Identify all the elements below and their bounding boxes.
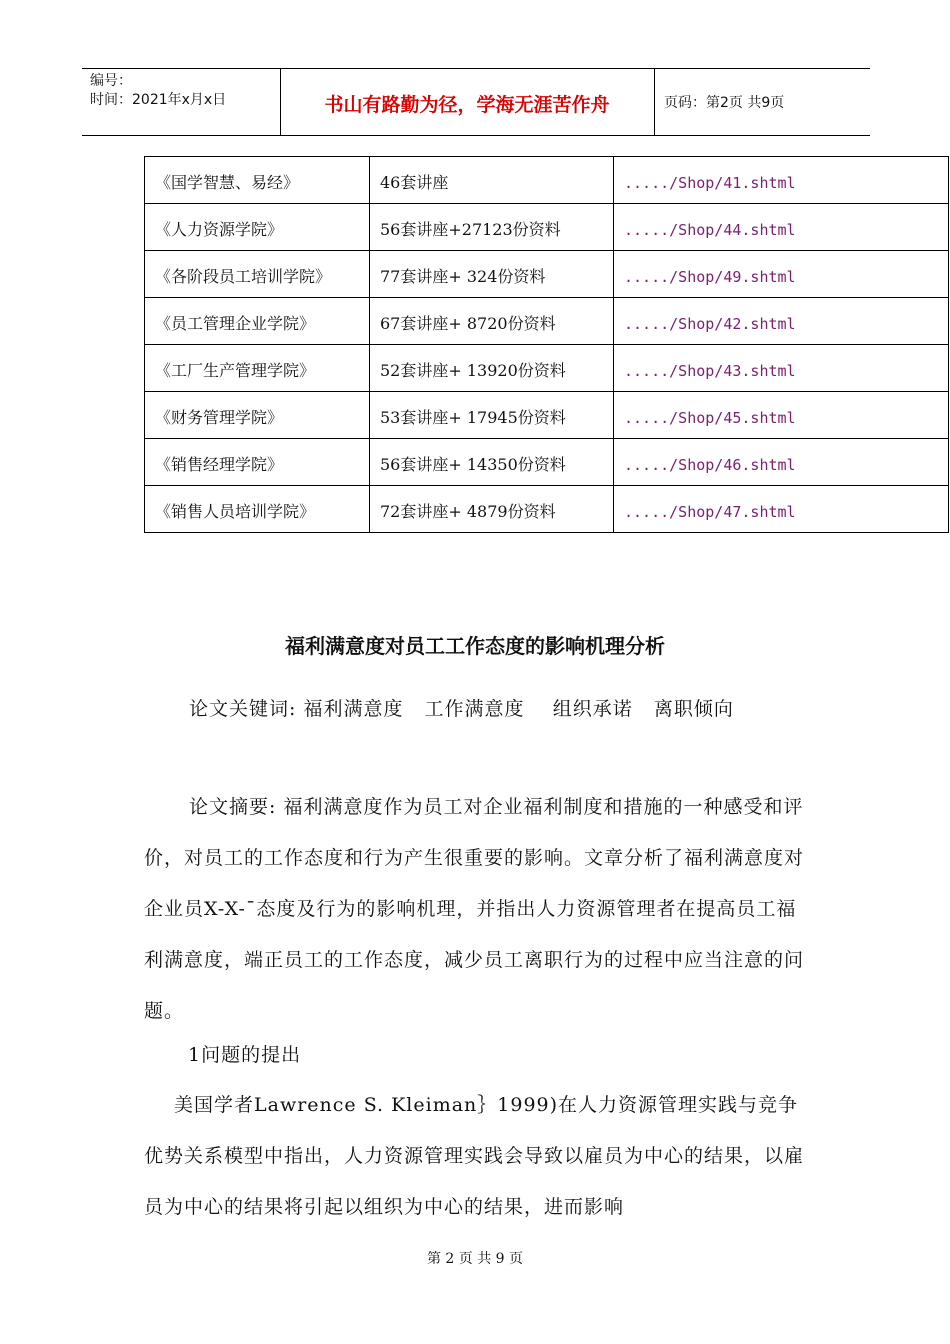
table-row	[145, 345, 949, 392]
course-content-cell: 53套讲座+ 17945份资料	[370, 392, 614, 439]
table-row	[145, 251, 949, 298]
course-link-cell[interactable]	[614, 204, 949, 251]
course-link-cell[interactable]	[614, 345, 949, 392]
page-footer: 第 2 页 共 9 页	[426, 1251, 524, 1267]
course-link[interactable]: ...../Shop/47.shtml	[624, 503, 796, 521]
course-name-cell: 《国学智慧、易经》	[145, 157, 370, 204]
header-divider-left	[280, 68, 281, 136]
course-link-cell[interactable]	[614, 157, 949, 204]
course-name-cell: 《工厂生产管理学院》	[145, 345, 370, 392]
course-link-cell[interactable]	[614, 298, 949, 345]
course-link-cell[interactable]	[614, 392, 949, 439]
section-heading: 1问题的提出	[188, 1044, 302, 1066]
course-link[interactable]: ...../Shop/49.shtml	[624, 268, 796, 286]
course-content-cell: 72套讲座+ 4879份资料	[370, 486, 614, 533]
table-row	[145, 204, 949, 251]
course-content-cell: 56套讲座+ 14350份资料	[370, 439, 614, 486]
course-link-cell[interactable]	[614, 251, 949, 298]
course-content-cell: 77套讲座+ 324份资料	[370, 251, 614, 298]
header-motto: 书山有路勤为径，学海无涯苦作舟	[324, 94, 610, 116]
course-name-cell: 《人力资源学院》	[145, 204, 370, 251]
table-row	[145, 157, 949, 204]
header-divider-right	[654, 68, 655, 136]
course-name-cell: 《员工管理企业学院》	[145, 298, 370, 345]
course-name-cell: 《销售经理学院》	[145, 439, 370, 486]
table-row	[145, 439, 949, 486]
table-row	[145, 392, 949, 439]
course-link[interactable]: ...../Shop/46.shtml	[624, 456, 796, 474]
header-top-rule	[82, 68, 870, 69]
document-date: 时间：2021年x月x日	[90, 92, 227, 108]
course-name-cell: 《财务管理学院》	[145, 392, 370, 439]
page-header	[82, 68, 870, 136]
course-link[interactable]: ...../Shop/42.shtml	[624, 315, 796, 333]
table-row	[145, 486, 949, 533]
resource-table	[144, 156, 949, 533]
header-bottom-rule	[82, 135, 870, 136]
course-content-cell: 52套讲座+ 13920份资料	[370, 345, 614, 392]
course-link[interactable]: ...../Shop/45.shtml	[624, 409, 796, 427]
course-name-cell: 《销售人员培训学院》	[145, 486, 370, 533]
document-number-label: 编号：	[90, 73, 132, 89]
article-keywords: 论文关键词: 福利满意度 工作满意度 组织承诺 离职倾向	[189, 698, 734, 720]
header-page-info: 页码：第2页 共9页	[664, 95, 785, 111]
course-content-cell: 67套讲座+ 8720份资料	[370, 298, 614, 345]
header-meta	[90, 72, 226, 110]
course-link[interactable]: ...../Shop/43.shtml	[624, 362, 796, 380]
body-paragraph: 美国学者Lawrence S. Kleiman｝1999)在人力资源管理实践与竞争优势关系模型中指出，人力资源管理实践会导致以雇员为中心的结果，以雇员为中心的结果将引起以组织为中心的结果，进而影响	[144, 1094, 805, 1218]
course-link-cell[interactable]	[614, 486, 949, 533]
course-link[interactable]: ...../Shop/44.shtml	[624, 221, 796, 239]
article-abstract: 论文摘要: 福利满意度作为员工对企业福利制度和措施的一种感受和评价，对员工的工作态度和行为产生很重要的影响。文章分析了福利满意度对企业员X-X-¯态度及行为的影响机理，并指出人力资源管理者在提高员工福利满意度，端正员工的工作态度，减少员工离职行为的过程中应当注意的问题。	[144, 796, 805, 1022]
course-content-cell: 46套讲座	[370, 157, 614, 204]
course-link[interactable]: ...../Shop/41.shtml	[624, 174, 796, 192]
table-row	[145, 298, 949, 345]
course-content-cell: 56套讲座+27123份资料	[370, 204, 614, 251]
course-name-cell: 《各阶段员工培训学院》	[145, 251, 370, 298]
article-title: 福利满意度对员工工作态度的影响机理分析	[285, 634, 665, 658]
course-link-cell[interactable]	[614, 439, 949, 486]
